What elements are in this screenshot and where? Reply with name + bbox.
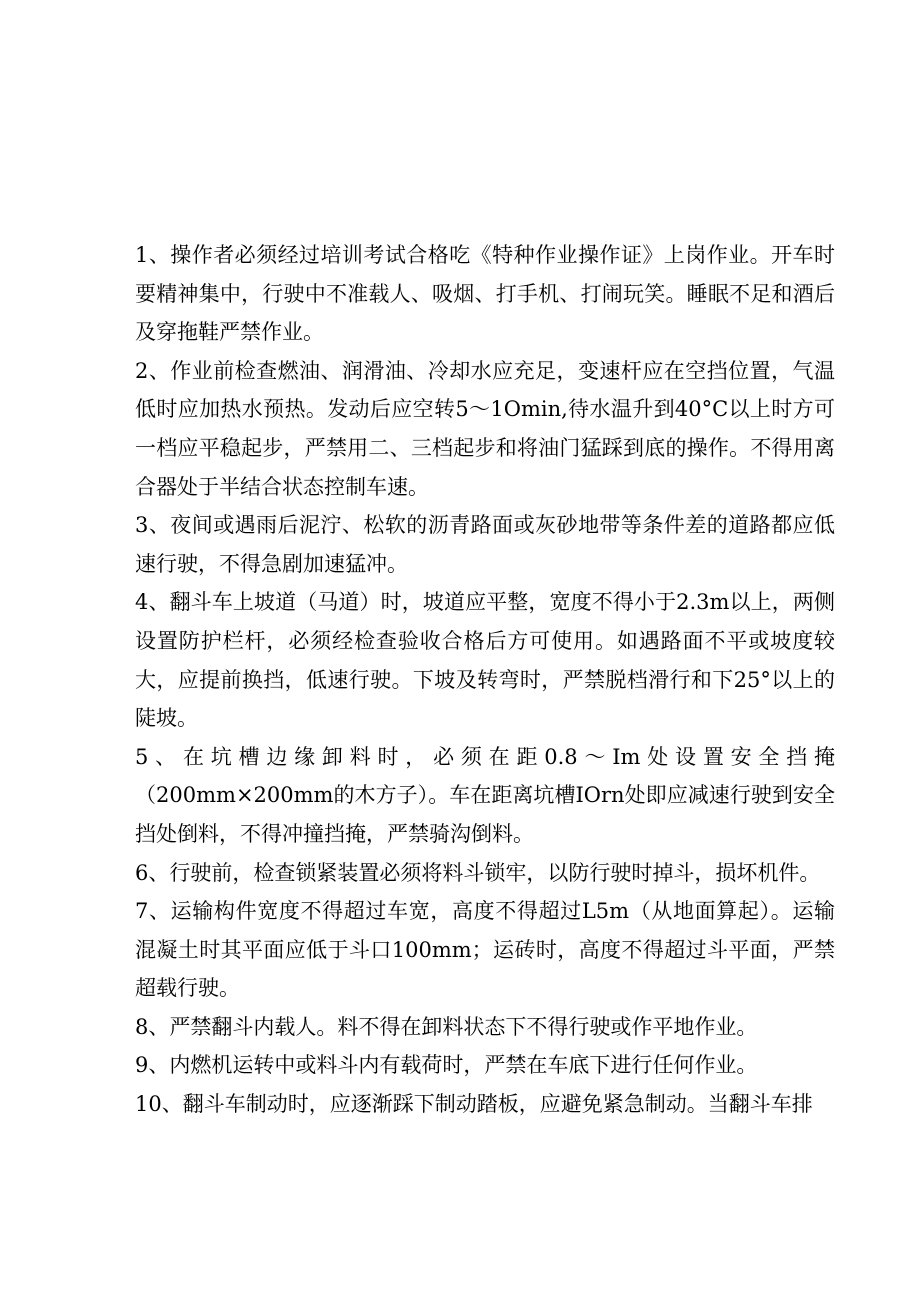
paragraph-3: 3、夜间或遇雨后泥泞、松软的沥青路面或灰砂地带等条件差的道路都应低速行驶，不得急剧加速猛冲。 xyxy=(135,513,835,576)
paragraph-10: 10、翻斗车制动时，应逐渐踩下制动踏板，应避免紧急制动。当翻斗车排 xyxy=(135,1092,813,1117)
paragraph-1: 1、操作者必须经过培训考试合格吃《特种作业操作证》上岗作业。开车时要精神集中，行驶中不准载人、吸烟、打手机、打闹玩笑。睡眠不足和酒后及穿拖鞋严禁作业。 xyxy=(135,243,835,345)
paragraph-2: 2、作业前检查燃油、润滑油、冷却水应充足，变速杆应在空挡位置，气温低时应加热水预热。发动后应空转5～1Omin,待水温升到40°C以上时方可一档应平稳起步，严禁用二、三档起步和将油门猛踩到底的操作。不得用离合器处于半结合状态控制车速。 xyxy=(135,358,835,499)
paragraph-5: 5、在坑槽边缘卸料时，必须在距0.8～Im处设置安全挡掩（200mm×200mm的木方子）。车在距离坑槽IOrn处即应减速行驶到安全挡处倒料，不得冲撞挡掩，严禁骑沟倒料。 xyxy=(135,744,835,846)
paragraph-6: 6、行驶前，检查锁紧装置必须将料斗锁牢，以防行驶时掉斗，损坏机件。 xyxy=(135,860,821,885)
paragraph-7: 7、运输构件宽度不得超过车宽，高度不得超过L5m（从地面算起）。运输混凝土时其平面应低于斗口100mm；运砖时，高度不得超过斗平面，严禁超载行驶。 xyxy=(135,899,835,1001)
paragraph-8: 8、严禁翻斗内载人。料不得在卸料状态下不得行驶或作平地作业。 xyxy=(135,1014,758,1039)
document-body xyxy=(135,236,835,1124)
paragraph-9: 9、内燃机运转中或料斗内有载荷时，严禁在车底下进行任何作业。 xyxy=(135,1053,758,1078)
paragraph-4: 4、翻斗车上坡道（马道）时，坡道应平整，宽度不得小于2.3m以上，两侧设置防护栏杆，必须经检查验收合格后方可使用。如遇路面不平或坡度较大，应提前换挡，低速行驶。下坡及转弯时，严禁脱档滑行和下25°以上的陡坡。 xyxy=(135,590,835,731)
